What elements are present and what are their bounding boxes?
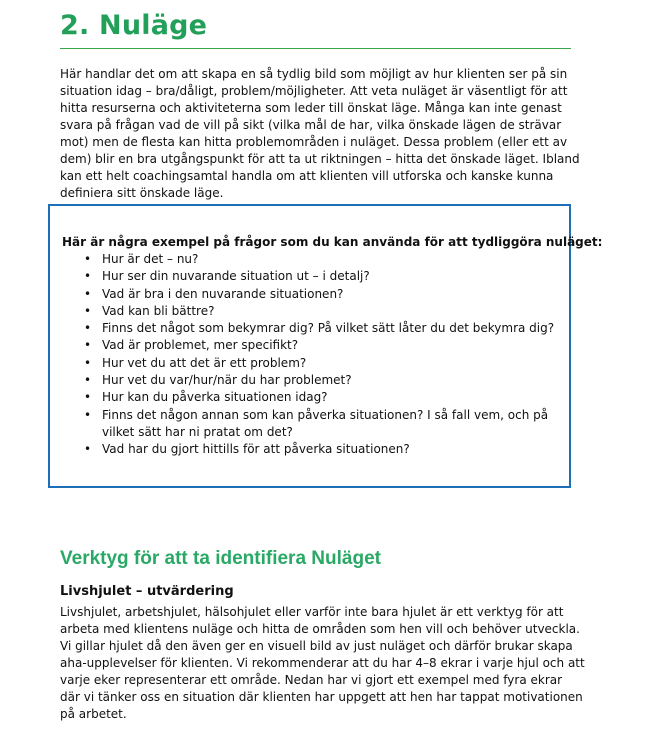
question-item (62, 337, 562, 354)
question-item (62, 286, 562, 303)
bullet-icon: • (84, 269, 92, 284)
bullet-icon: • (84, 252, 92, 266)
intro-paragraph: Här handlar det om att skapa en så tydlig bild som möjligt av hur klienten ser på sin situation idag – bra/dåligt, problem/möjligheter. Att veta nuläget är väsentligt för att hitta resurserna och aktiviteterna som leder till önskat läge. Många kan inte genast svara på frågan vad de vill på sikt (vilka mål de har, vilka önskade lägen de strävar mot) men de flesta kan hitta problemområden i nuläget. Dessa problem (eller ett av dem) blir en bra utgångspunkt för att ta ut riktningen – hitta det önskade läget. Ibland kan ett helt coachingsamtal handla om att klienten vill utforska och kanske kunna definiera sitt önskade läge. (60, 67, 580, 200)
heading-divider (60, 48, 571, 49)
question-item (62, 407, 562, 442)
bullet-icon: • (84, 338, 92, 353)
question-item (62, 441, 562, 458)
question-text: Vad kan bli bättre? (102, 303, 215, 318)
bullet-icon: • (84, 355, 92, 370)
bullet-icon: • (84, 373, 92, 388)
question-text: Hur ser din nuvarande situation ut – i detalj? (102, 269, 370, 284)
bullet-icon: • (84, 407, 92, 422)
examples-box (48, 204, 603, 488)
question-item (62, 389, 562, 406)
bullet-icon: • (84, 442, 92, 457)
question-text: Hur är det – nu? (102, 252, 199, 266)
question-item (62, 251, 562, 268)
bullet-icon: • (84, 390, 92, 405)
examples-box-title: Här är några exempel på frågor som du kan använda för att tydliggöra nuläget: (62, 235, 603, 249)
tools-paragraph: Livshjulet, arbetshjulet, hälsohjulet eller varför inte bara hjulet är ett verktyg för att arbeta med klientens nuläge och hitta de områden som hen vill och behöver utveckla. Vi gillar hjulet då den även ger en visuell bild av just nuläget och därför brukar skapa aha-upplevelser för klienten. Vi rekommenderar att du har 4–8 ekrar i varje hjul och att varje eker representerar ett område. Nedan har vi gjort ett exempel med fyra ekrar där vi tänker oss en situation där klienten har uppgett att hen har tappat motivationen på arbetet. (60, 605, 585, 721)
tools-heading: Verktyg för att ta identifiera Nuläget (60, 548, 381, 569)
bullet-icon: • (84, 303, 92, 318)
question-item (62, 320, 562, 337)
question-item (62, 268, 562, 285)
question-text: Vad är bra i den nuvarande situationen? (102, 286, 344, 301)
question-item (62, 372, 562, 389)
question-text: Finns det något som bekymrar dig? På vilket sätt låter du det bekymra dig? (102, 321, 555, 336)
question-text: Hur vet du att det är ett problem? (102, 355, 307, 370)
bullet-icon: • (84, 286, 92, 301)
section-heading: 2. Nuläge (60, 10, 208, 41)
question-text: Vad är problemet, mer specifikt? (102, 338, 299, 353)
question-text: Hur vet du var/hur/när du har problemet? (102, 373, 352, 388)
question-item (62, 355, 562, 372)
question-item (62, 303, 562, 320)
question-text: Finns det någon annan som kan påverka situationen? I så fall vem, och på vilket sätt har ni pratat om det? (102, 407, 549, 439)
question-list (62, 251, 562, 459)
bullet-icon: • (84, 321, 92, 336)
tools-subheading: Livshjulet – utvärdering (60, 584, 234, 599)
question-text: Hur kan du påverka situationen idag? (102, 390, 328, 405)
question-text: Vad har du gjort hittills för att påverka situationen? (102, 442, 410, 457)
